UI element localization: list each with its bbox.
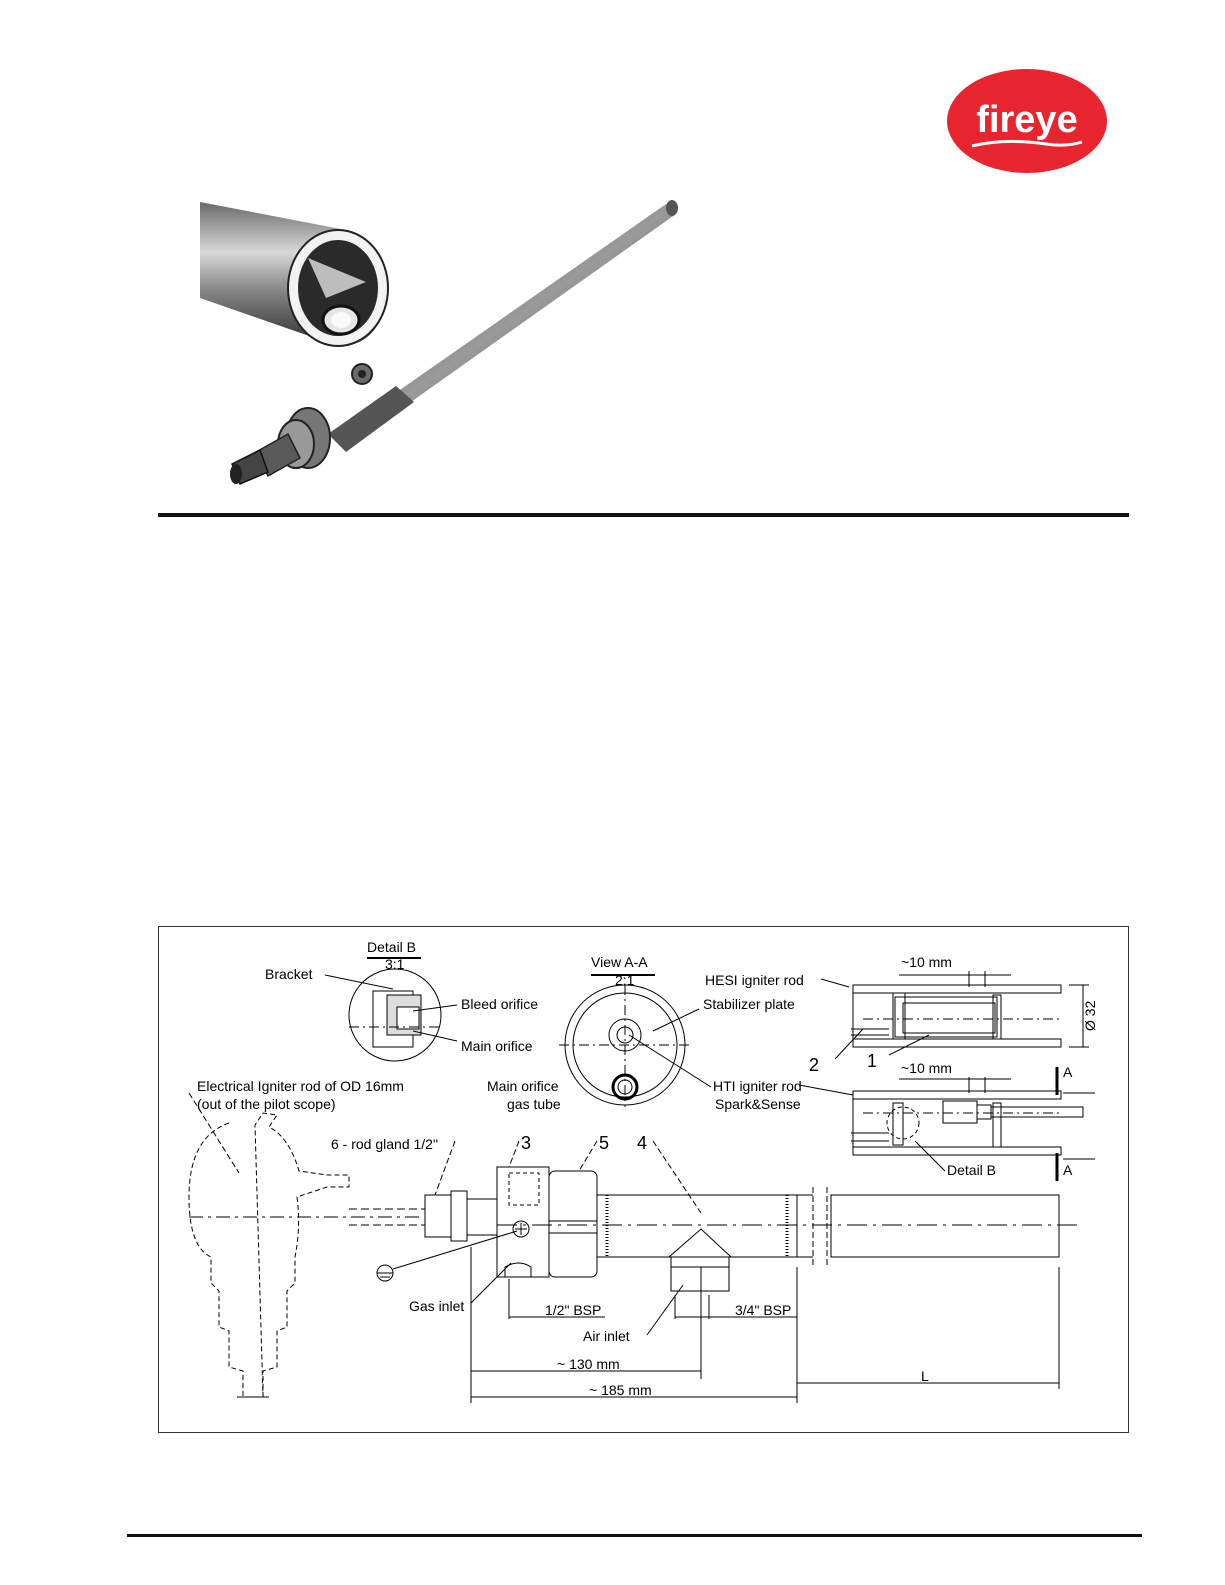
label-stabilizer-plate: Stabilizer plate [703, 996, 795, 1012]
main-side-view [189, 1093, 1077, 1403]
dim-130: ~ 130 mm [557, 1356, 620, 1372]
label-main-orifice-gas-tube-2: gas tube [507, 1096, 561, 1112]
callout-4: 4 [637, 1133, 648, 1153]
technical-drawing [159, 927, 1128, 1432]
detail-b-title: Detail B [367, 939, 417, 955]
label-detail-b-ref: Detail B [947, 1162, 997, 1178]
label-main-orifice-gas-tube-1: Main orifice [487, 1078, 559, 1094]
label-air-inlet: Air inlet [583, 1328, 630, 1344]
hesi-section [821, 971, 1089, 1059]
label-main-orifice: Main orifice [461, 1038, 533, 1054]
label-half-bsp: 1/2" BSP [545, 1302, 602, 1318]
fireye-logo [946, 68, 1108, 174]
callout-3: 3 [521, 1133, 532, 1153]
label-electrical-rod-1: Electrical Igniter rod of OD 16mm [197, 1078, 404, 1094]
section-a-bottom: A [1063, 1162, 1073, 1178]
callout-2: 2 [809, 1055, 820, 1075]
dim-L: L [921, 1368, 929, 1384]
label-hti-rod-1: HTI igniter rod [713, 1078, 802, 1094]
label-bleed-orifice: Bleed orifice [461, 996, 539, 1012]
detail-b-scale: 3:1 [385, 956, 405, 972]
label-gas-inlet: Gas inlet [409, 1298, 465, 1314]
detail-b [325, 958, 457, 1061]
footer-divider [127, 1534, 1142, 1537]
label-electrical-rod-2: (out of the pilot scope) [197, 1096, 336, 1112]
view-aa-title: View A-A [591, 954, 648, 970]
label-hti-rod-2: Spark&Sense [715, 1096, 801, 1112]
section-a-top: A [1063, 1064, 1073, 1080]
callout-1: 1 [867, 1051, 878, 1071]
view-aa [559, 975, 711, 1107]
callout-5: 5 [599, 1133, 610, 1153]
header-divider [158, 513, 1129, 517]
dim-dia-32: Ø 32 [1082, 1000, 1098, 1031]
logo-text: fireye [976, 99, 1078, 141]
dim-10mm-a: ~10 mm [901, 954, 952, 970]
label-hesi-rod: HESI igniter rod [705, 972, 804, 988]
view-aa-scale: 2:1 [615, 972, 635, 988]
label-bracket: Bracket [265, 966, 313, 982]
dim-185: ~ 185 mm [589, 1382, 652, 1398]
label-rod-gland: 6 - rod gland 1/2" [331, 1136, 438, 1152]
technical-drawing-frame [158, 926, 1129, 1433]
pilot-tube-photo [196, 186, 696, 498]
label-three-quarter-bsp: 3/4" BSP [735, 1302, 792, 1318]
dim-10mm-b: ~10 mm [901, 1060, 952, 1076]
